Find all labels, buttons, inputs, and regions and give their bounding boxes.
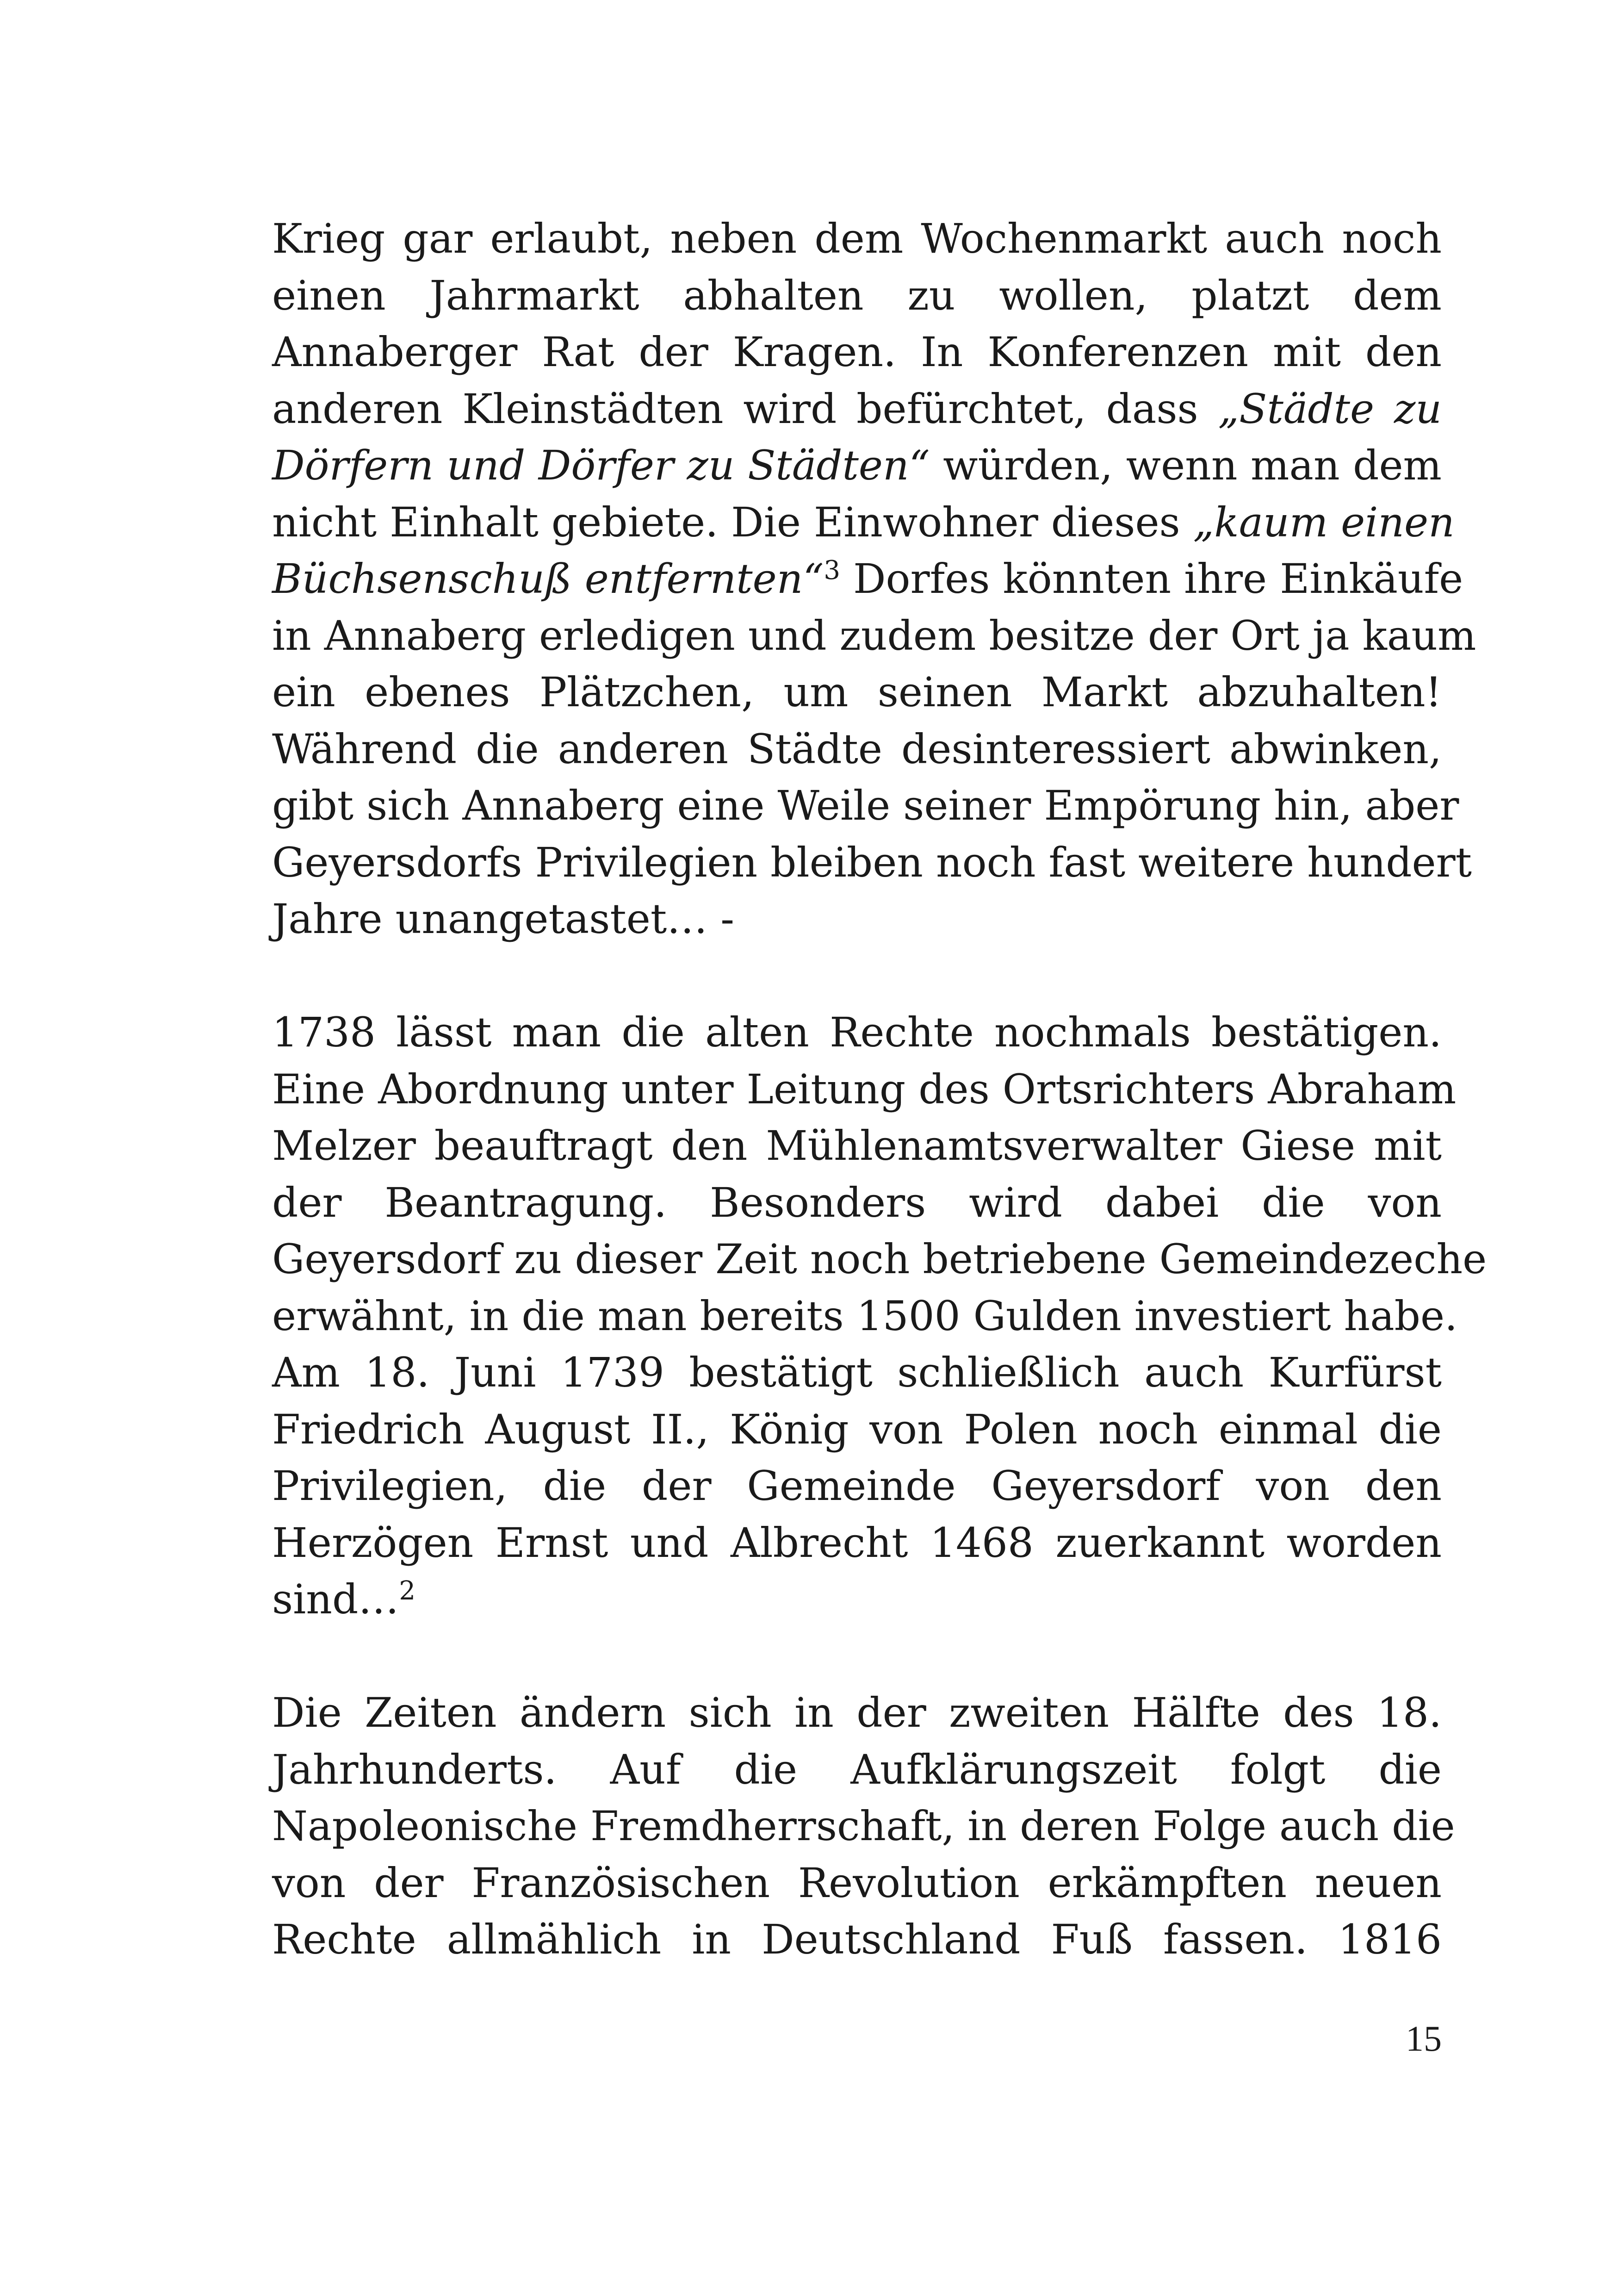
quotation-text: „kaum einen	[1193, 498, 1455, 546]
text-segment: würden, wenn man dem	[930, 442, 1442, 489]
paragraph-gap	[272, 1628, 1442, 1685]
text-segment: Während die anderen Städte desinteressiert abwinken,	[272, 725, 1442, 773]
text-segment: anderen Kleinstädten wird befürchtet, dass	[272, 385, 1218, 433]
text-segment: gibt sich Annaberg eine Weile seiner Empörung hin, aber	[272, 782, 1459, 829]
text-line	[272, 211, 1442, 268]
text-segment: Am 18. Juni 1739 bestätigt schließlich auch Kurfürst	[272, 1349, 1442, 1396]
text-segment: Krieg gar erlaubt, neben dem Wochenmarkt auch noch	[272, 215, 1442, 262]
text-segment: Privilegien, die der Gemeinde Geyersdorf von den	[272, 1462, 1442, 1510]
paragraph	[272, 1685, 1455, 1968]
text-line	[272, 1911, 1442, 1968]
text-line	[272, 268, 1442, 324]
text-segment: Die Zeiten ändern sich in der zweiten Hälfte des 18.	[272, 1689, 1442, 1736]
text-line	[272, 1231, 1487, 1288]
text-line	[272, 891, 1442, 948]
text-line	[272, 1515, 1442, 1572]
text-line	[272, 721, 1442, 778]
text-line	[272, 778, 1459, 834]
quotation-text: Dörfern und Dörfer zu Städten“	[272, 442, 930, 489]
text-segment: Napoleonische Fremdherrschaft, in deren Folge auch die	[272, 1802, 1455, 1850]
text-segment: in Annaberg erledigen und zudem besitze der Ort ja kaum	[272, 611, 1476, 660]
text-segment: Annaberger Rat der Kragen. In Konferenzen mit den	[272, 328, 1442, 376]
text-line	[272, 1288, 1458, 1345]
text-segment: Jahre unangetastet… -	[272, 895, 734, 943]
text-segment: der Beantragung. Besonders wird dabei die von	[272, 1178, 1442, 1226]
text-segment: Jahrhunderts. Auf die Aufklärungszeit folgt die	[272, 1745, 1442, 1793]
text-segment: Geyersdorfs Privilegien bleiben noch fast weitere hundert	[272, 838, 1472, 886]
text-line	[272, 1118, 1442, 1175]
text-segment: nicht Einhalt gebiete. Die Einwohner dieses	[272, 498, 1193, 546]
text-line	[272, 1401, 1442, 1458]
text-line	[272, 1458, 1442, 1515]
page-number: 15	[1406, 2018, 1442, 2059]
text-line	[272, 664, 1442, 721]
text-segment: Dorfes könnten ihre Einkäufe	[840, 555, 1463, 603]
text-line	[272, 1685, 1442, 1742]
footnote-marker: 3	[824, 555, 841, 585]
text-segment: einen Jahrmarkt abhalten zu wollen, platzt dem	[272, 271, 1442, 319]
text-line	[272, 551, 1463, 608]
body-text	[272, 211, 1487, 1968]
text-line	[272, 1175, 1442, 1232]
quotation-text: Büchsenschuß entfernten“	[272, 555, 824, 603]
paragraph	[272, 1004, 1487, 1628]
paragraph-gap	[272, 948, 1442, 1005]
text-segment: ein ebenes Plätzchen, um seinen Markt abzuhalten!	[272, 668, 1442, 716]
text-segment: Rechte allmählich in Deutschland Fuß fassen. 1816	[272, 1916, 1442, 1963]
text-line	[272, 1004, 1442, 1061]
text-line	[272, 1571, 1442, 1628]
text-line	[272, 608, 1476, 665]
text-line	[272, 437, 1442, 494]
text-line	[272, 494, 1455, 551]
text-line	[272, 1798, 1455, 1855]
text-line	[272, 324, 1442, 381]
text-segment: erwähnt, in die man bereits 1500 Gulden investiert habe.	[272, 1292, 1458, 1340]
footnote-marker: 2	[399, 1576, 415, 1606]
text-line	[272, 1855, 1442, 1912]
text-line	[272, 1061, 1457, 1118]
text-segment: Eine Abordnung unter Leitung des Ortsrichters Abraham	[272, 1065, 1457, 1113]
text-line	[272, 834, 1472, 891]
text-segment: Herzögen Ernst und Albrecht 1468 zuerkannt worden	[272, 1518, 1442, 1567]
text-line	[272, 1344, 1442, 1401]
text-line	[272, 1742, 1442, 1798]
text-segment: Geyersdorf zu dieser Zeit noch betriebene Gemeindezeche	[272, 1235, 1487, 1283]
text-line	[272, 381, 1442, 438]
quotation-text: „Städte zu	[1218, 385, 1442, 433]
text-segment: von der Französischen Revolution erkämpften neuen	[272, 1859, 1442, 1907]
text-segment: Melzer beauftragt den Mühlenamtsverwalter Giese mit	[272, 1122, 1442, 1170]
text-segment: sind…	[272, 1575, 399, 1623]
paragraph	[272, 211, 1476, 948]
text-segment: Friedrich August II., König von Polen noch einmal die	[272, 1405, 1442, 1453]
text-segment: 1738 lässt man die alten Rechte nochmals bestätigen.	[272, 1008, 1442, 1056]
